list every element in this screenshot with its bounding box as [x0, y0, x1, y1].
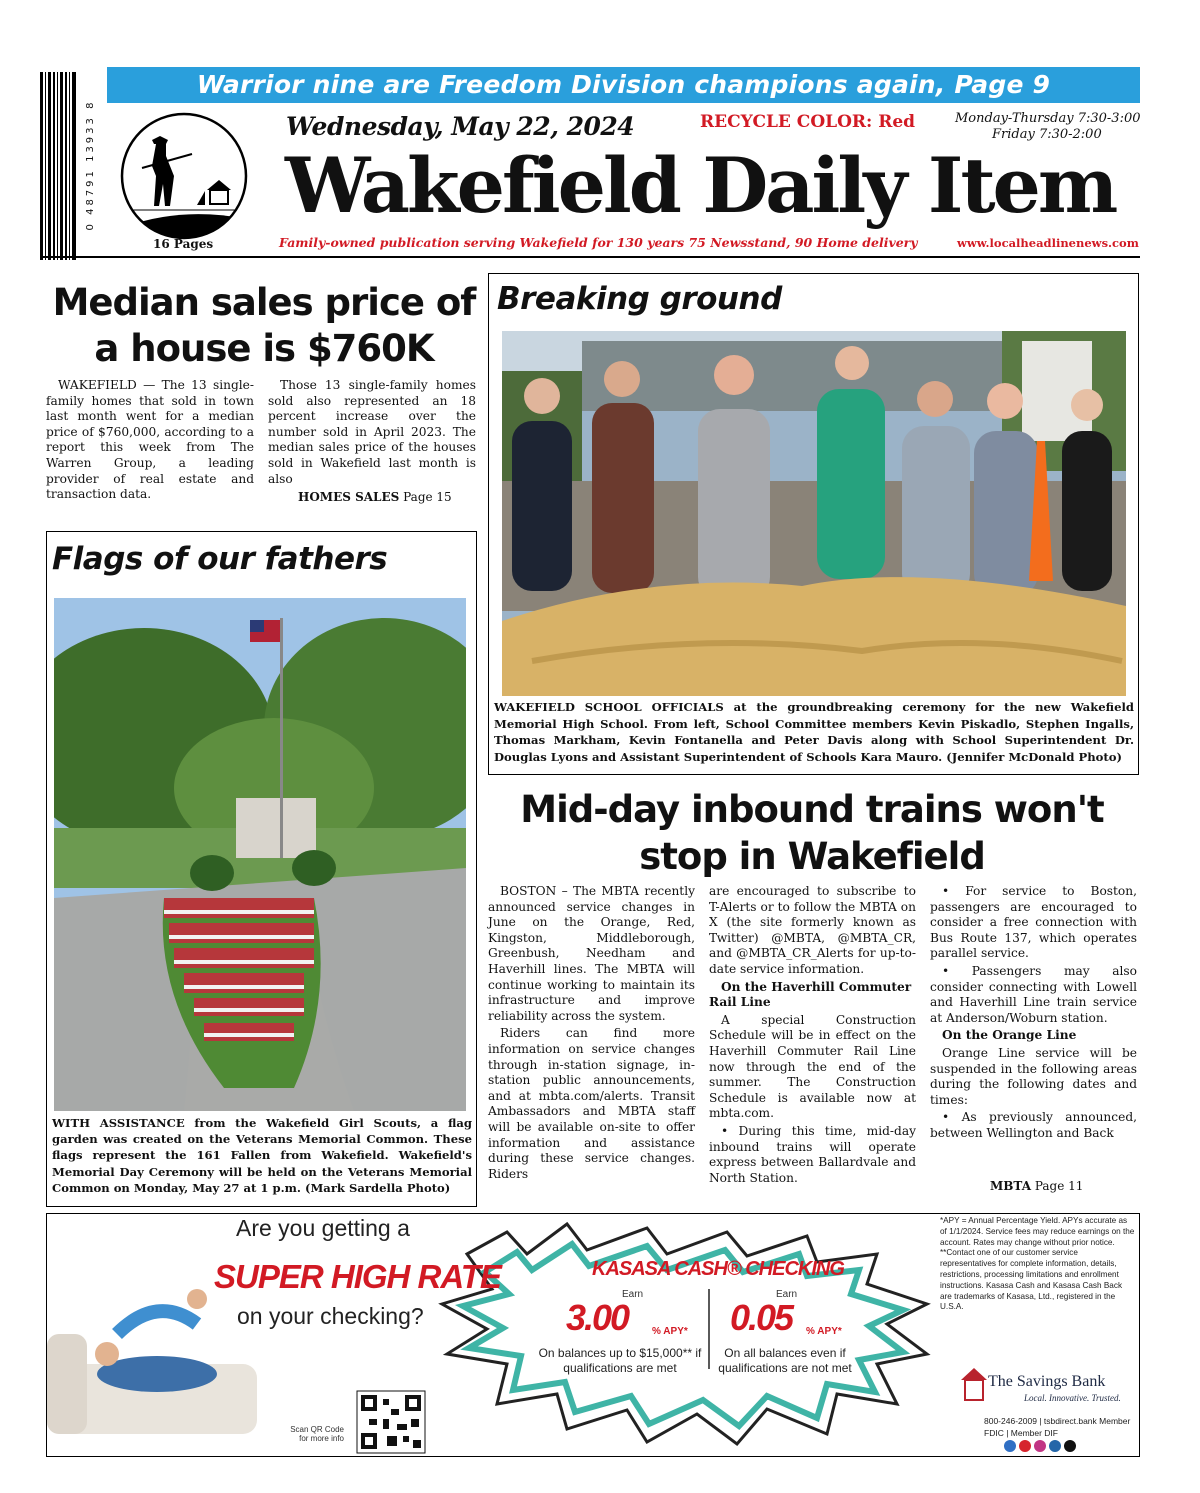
recycle-color: RECYCLE COLOR: Red	[700, 112, 916, 132]
housing-body-col1: WAKEFIELD — The 13 single-family homes that sold in town last month went for a median price of $760,000, according to a report this week from The Warren Group, a leading provider of real estate and transaction data.	[46, 378, 254, 502]
trains-jump-label: MBTA	[990, 1179, 1032, 1193]
ad-apy-label: % APY*	[652, 1326, 688, 1337]
ad-question-3: on your checking?	[237, 1303, 424, 1329]
office-hours-weekday: Monday-Thursday 7:30-3:00	[955, 111, 1141, 126]
ad-apy-label: % APY*	[806, 1326, 842, 1337]
housing-jump-label: HOMES SALES	[298, 490, 400, 504]
website-link[interactable]: www.localheadlinenews.com	[957, 236, 1139, 250]
ad-super-high-rate: SUPER HIGH RATE	[214, 1258, 501, 1295]
ad-earn-label: Earn	[622, 1289, 644, 1300]
masthead-rule	[40, 256, 1140, 258]
trains-jump-page: Page 11	[1034, 1179, 1084, 1193]
barcode-number: 0 48791 13933 8	[85, 99, 96, 231]
trains-col3	[930, 884, 1137, 1144]
bank-name: The Savings Bank	[988, 1373, 1106, 1390]
housing-headline[interactable]: Median sales price of a house is $760K	[52, 281, 476, 370]
ad-question-1: Are you getting a	[236, 1215, 410, 1241]
bank-contact[interactable]: 800-246-2009 | tsbdirect.bank Member FDIC | Member DIF	[984, 1416, 1131, 1438]
bank-slogan: Local. Innovative. Trusted.	[1024, 1393, 1121, 1403]
flag-garden-photo	[54, 598, 466, 1111]
trains-jump[interactable]	[990, 1179, 1083, 1193]
ad-rate-high: 3.00	[566, 1297, 629, 1338]
groundbreaking-caption: WAKEFIELD SCHOOL OFFICIALS at the groundbreaking ceremony for the new Wakefield Memorial High School. From left, School Committee members Kevin Piskadlo, Stephen Ingalls, Thomas Markham, Kevin Fontanella and Peter Davis along with School Superintendent Dr. Douglas Lyons and Assistant Superintendent of Schools Kara Mauro. (Jennifer McDonald Photo)	[494, 700, 1134, 764]
trains-paragraph: • Passengers may also consider connecting with Lowell and Haverhill Line train service at Anderson/Woburn station.	[930, 963, 1137, 1025]
breaking-ground-headline[interactable]: Breaking ground	[497, 281, 782, 317]
page-count: 16 Pages	[153, 237, 214, 251]
ad-scan-qr-text: Scan QR Code for more info	[290, 1425, 344, 1443]
orange-line-subhead: On the Orange Line	[942, 1028, 1077, 1043]
ad-condition-high: On balances up to $15,000** if qualifications are met	[538, 1346, 702, 1375]
trains-paragraph: are encouraged to subscribe to T-Alerts or to follow the MBTA on X (the site formerly known as Twitter) @MBTA, @MBTA_CR, and @MBTA_CR_Alerts for up-to-date service information.	[709, 884, 916, 976]
ad-fine-print: *APY = Annual Percentage Yield. APYs accurate as of 1/1/2024. Service fees may reduce earnings on the account. Rates may change without prior notice. **Contact one of our customer service representatives for complete information, details, restrictions, processing limitations and enrollment instructions. Kasasa Cash and Kasasa Cash Back are trademarks of Kasasa, Ltd., registered in the U.S.A.	[940, 1216, 1135, 1312]
trains-paragraph: Orange Line service will be suspended in the following areas during the following dates and times:	[930, 1045, 1137, 1107]
tagline: Family-owned publication serving Wakefield for 130 years 75 Newsstand, 90 Home delivery	[279, 235, 918, 250]
trains-paragraph: Riders can find more information on service changes through in-station signage, in-station public announcements, and at mbta.com/alerts. Transit Ambassadors and MBTA staff will be available on-site to offer information and assistance during these service changes. Riders	[488, 1026, 695, 1181]
trains-col1	[488, 884, 695, 1184]
ad-condition-base: On all balances even if qualifications are not met	[718, 1346, 852, 1375]
trains-paragraph: • As previously announced, between Wellington and Back	[930, 1110, 1137, 1140]
housing-body-col2: Those 13 single-family homes sold also represented an 18 percent increase over the number sold in April 2023. The median sales price of the houses sold in Wakefield last month is also	[268, 378, 476, 486]
haverhill-subhead: On the Haverhill Commuter Rail Line	[709, 979, 912, 1010]
ad-rate-base: 0.05	[730, 1297, 793, 1338]
trains-headline[interactable]: Mid-day inbound trains won't stop in Wakefield	[520, 788, 1104, 878]
issue-date: Wednesday, May 22, 2024	[286, 112, 635, 141]
trains-paragraph: BOSTON – The MBTA recently announced service changes in June on the Orange, Red, Kingston, Middleborough, Greenbush, Needham and Haverhill lines. The MBTA will continue working to maintain its infrastructure and improve reliability across the system.	[488, 884, 695, 1023]
barcode	[40, 72, 96, 260]
trains-col2	[709, 884, 916, 1188]
housing-jump[interactable]	[298, 490, 452, 504]
trains-paragraph: • For service to Boston, passengers are encouraged to consider a free connection with Bus Route 137, which operates parallel service.	[930, 884, 1137, 961]
groundbreaking-photo	[502, 331, 1126, 696]
flags-headline[interactable]: Flags of our fathers	[52, 541, 388, 577]
teaser-banner[interactable]: Warrior nine are Freedom Division champions again, Page 9	[107, 67, 1140, 103]
trains-paragraph: • During this time, mid-day inbound trains will operate express between Ballardvale and North Station.	[709, 1123, 916, 1185]
minuteman-logo	[112, 110, 257, 242]
ad-earn-label: Earn	[776, 1289, 798, 1300]
trains-paragraph: A special Construction Schedule will be in effect on the Haverhill Commuter Rail Line now through the end of the summer. The Construction Schedule is available now at mbta.com.	[709, 1012, 916, 1121]
newspaper-nameplate: Wakefield Daily Item	[285, 141, 1116, 230]
office-hours-friday: Friday 7:30-2:00	[992, 127, 1102, 142]
flag-garden-caption: WITH ASSISTANCE from the Wakefield Girl Scouts, a flag garden was created on the Veterans Memorial Common. These flags represent the 161 Fallen from Wakefield. Wakefield's Memorial Day Ceremony will be held on the Veterans Memorial Common on Monday, May 27 at 1 p.m. (Mark Sardella Photo)	[52, 1116, 472, 1195]
housing-jump-page: Page 15	[403, 490, 452, 504]
ad-product-name: KASASA CASH® CHECKING	[592, 1258, 844, 1280]
